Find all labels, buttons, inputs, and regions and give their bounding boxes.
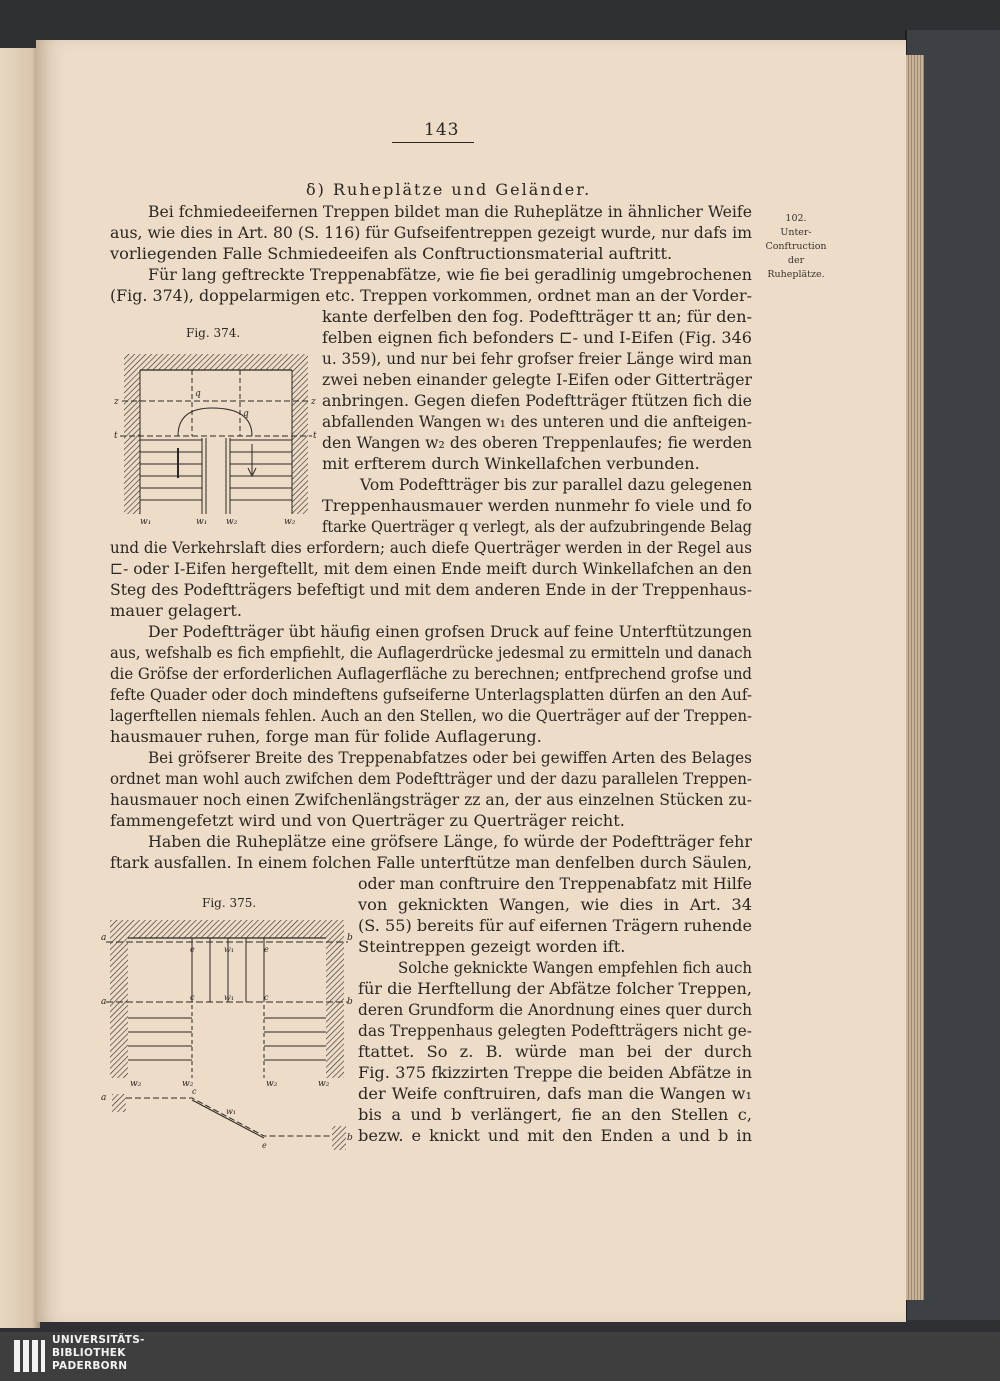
fig374-label-w1b: w₁ [196,517,208,527]
text-line: ftark ausfallen. In einem folchen Falle unterftütze man denfelben durch Säulen, [110,853,752,872]
figure-374-caption: Fig. 374. [186,326,241,340]
fig375-label-b2: b [347,997,353,1007]
text-line: Solche geknickte Wangen empfehlen fich auch [398,958,752,977]
margin-note-line: Unter- [780,227,812,238]
page-number-rule [392,142,474,143]
text-line: ⊏- oder I-Eifen hergeftellt, mit dem einen Ende meift durch Winkellafchen an den [110,559,752,578]
fig374-label-z2: z [311,397,316,407]
text-line: deren Grundform die Anordnung eines quer durch [358,1000,752,1019]
fig375-label-w2d: w₂ [318,1079,330,1089]
fig375-label-e: e [190,945,195,954]
fig375-label-w2: w₂ [130,1079,142,1089]
text-line: (Fig. 374), doppelarmigen etc. Treppen vorkommen, ordnet man an der Vorder- [110,286,752,305]
library-name-line: UNIVERSITÄTS- [52,1334,145,1346]
text-line: mit erfterem durch Winkellafchen verbunden. [322,454,700,473]
page-number: 143 [424,120,460,140]
fig374-label-t: t [114,431,118,441]
text-line: bis a und b verlängert, fie an den Stellen c, [358,1105,752,1124]
fig374-label-w2b: w₂ [284,517,296,527]
fig375-label-w1b: w₁ [224,993,235,1002]
text-line: Fig. 375 fkizzirten Treppe die beiden Abfätze in [358,1063,752,1082]
fig375-label-a: a [101,933,107,943]
text-line: Bei fchmiedeeifernen Treppen bildet man die Ruheplätze in ähnlicher Weife [148,202,752,221]
fig375-label-b3: b [347,1133,353,1143]
fig374-label-w2: w₂ [226,517,238,527]
text-line: Bei gröfserer Breite des Treppenabfatzes oder bei gewiffen Arten des Belages [148,748,752,767]
text-line: anbringen. Gegen diefen Podeftträger ftützen fich die [322,391,752,410]
margin-note-line: Conftruction [765,241,827,252]
text-line: abfallenden Wangen w₁ des unteren und die anfteigen- [322,412,752,431]
library-name-line: PADERBORN [52,1360,128,1372]
fig374-label-z: z [114,397,119,407]
text-line: u. 359), und nur bei fehr grofser freier Länge wird man [322,349,752,368]
fig374-label-t2: t [313,431,317,441]
fig375-label-c2: c [264,993,269,1002]
section-title: δ) Ruheplätze und Geländer. [306,180,592,199]
text-line: die Gröfse der erforderlichen Auflagerfläche zu berechnen; entfprechend grofse und [110,664,752,683]
text-line: Treppenhausmauer werden nunmehr fo viele und fo [322,496,752,515]
figure-374 [112,348,322,528]
margin-note-line: 102. [785,213,807,224]
figure-375 [100,914,356,1154]
text-line: fefte Quader oder doch mindeftens gufseiferne Unterlagsplatten dürfen an den Auf- [110,685,752,704]
left-page-edge [0,48,40,1328]
fig375-label-e2: e [264,945,269,954]
fig374-label-q2: q [243,409,249,419]
text-line: Steg des Podeftträgers befeftigt und mit dem anderen Ende in der Treppenhaus- [110,580,752,599]
fig375-label-w2b: w₂ [182,1079,194,1089]
text-line: lagerftellen niemals fehlen. Auch an den Stellen, wo die Querträger auf der Treppen- [110,706,752,725]
fig375-label-c: c [190,993,195,1002]
text-line: felben eignen fich befonders ⊏- und I-Eifen (Fig. 346 [322,328,752,347]
text-line: zwei neben einander gelegte I-Eifen oder Gitterträger [322,370,752,389]
library-name [52,1334,145,1373]
text-line: hausmauer noch einen Zwifchenlängsträger zz an, der aus einzelnen Stücken zu- [110,790,752,809]
text-line: den Wangen w₂ des oberen Treppenlaufes; fie werden [322,433,752,452]
text-line: der Weife conftruiren, dafs man die Wangen w₁ [358,1084,752,1103]
library-name-line: BIBLIOTHEK [52,1347,126,1359]
text-line: ordnet man wohl auch zwifchen dem Podeftträger und der dazu parallelen Treppen- [110,769,752,788]
figure-375-caption: Fig. 375. [202,896,257,910]
text-line: Vom Podeftträger bis zur parallel dazu gelegenen [360,475,752,494]
text-line: das Treppenhaus gelegten Podeftträgers nicht ge- [358,1021,752,1040]
fig375-label-w1c: w₁ [226,1107,237,1116]
text-line: Der Podeftträger übt häufig einen grofsen Druck auf feine Unterftützungen [148,622,752,641]
text-line: oder man conftruire den Treppenabfatz mit Hilfe [358,874,752,893]
margin-note-line: der [787,255,805,266]
text-line: ftarke Querträger q verlegt, als der aufzubringende Belag [322,517,752,536]
fig375-label-a3: a [101,1093,107,1103]
library-footer [0,1332,1000,1381]
text-line: hausmauer ruhen, forge man für folide Auflagerung. [110,727,542,746]
text-line: für die Herftellung der Abfätze folcher Treppen, [358,979,752,998]
margin-note-line: Ruheplätze. [767,269,825,280]
text-line: Für lang geftreckte Treppenabfätze, wie fie bei geradlinig umgebrochenen [148,265,752,284]
text-line: bezw. e knickt und mit den Enden a und b in [358,1126,752,1145]
text-line: und die Verkehrslaft dies erfordern; auch diefe Querträger werden in der Regel aus [110,538,752,557]
fig374-label-w1: w₁ [140,517,152,527]
text-line: ftattet. So z. B. würde man bei der durch [358,1042,752,1061]
text-line: aus, wefshalb es fich empfiehlt, die Auflagerdrücke jedesmal zu ermitteln und danach [110,643,752,662]
text-line: mauer gelagert. [110,601,242,620]
text-line: von geknickten Wangen, wie dies in Art. 34 [358,895,752,914]
fig375-label-w2c: w₂ [266,1079,278,1089]
fig375-label-e3: e [262,1141,267,1150]
library-logo-icon [12,1338,46,1374]
fig375-label-c3: c [192,1087,197,1096]
text-line: fammengefetzt wird und von Querträger zu Querträger reicht. [110,811,625,830]
fig375-label-b: b [347,933,353,943]
fig374-label-q: q [195,389,201,399]
text-line: vorliegenden Falle Schmiedeeifen als Conftructionsmaterial auftritt. [110,244,673,263]
text-line: aus, wie dies in Art. 80 (S. 116) für Gufseifentreppen gezeigt wurde, nur dafs im [110,223,752,242]
fig375-label-a2: a [101,997,107,1007]
text-line: Steintreppen gezeigt worden ift. [358,937,626,956]
text-line: Haben die Ruheplätze eine gröfsere Länge, fo würde der Podeftträger fehr [148,832,752,851]
text-line: kante derfelben den fog. Podeftträger tt an; für den- [322,307,752,326]
text-line: (S. 55) bereits für auf eifernen Trägern ruhende [358,916,752,935]
margin-note [760,212,832,282]
fig375-label-w1: w₁ [224,945,235,954]
